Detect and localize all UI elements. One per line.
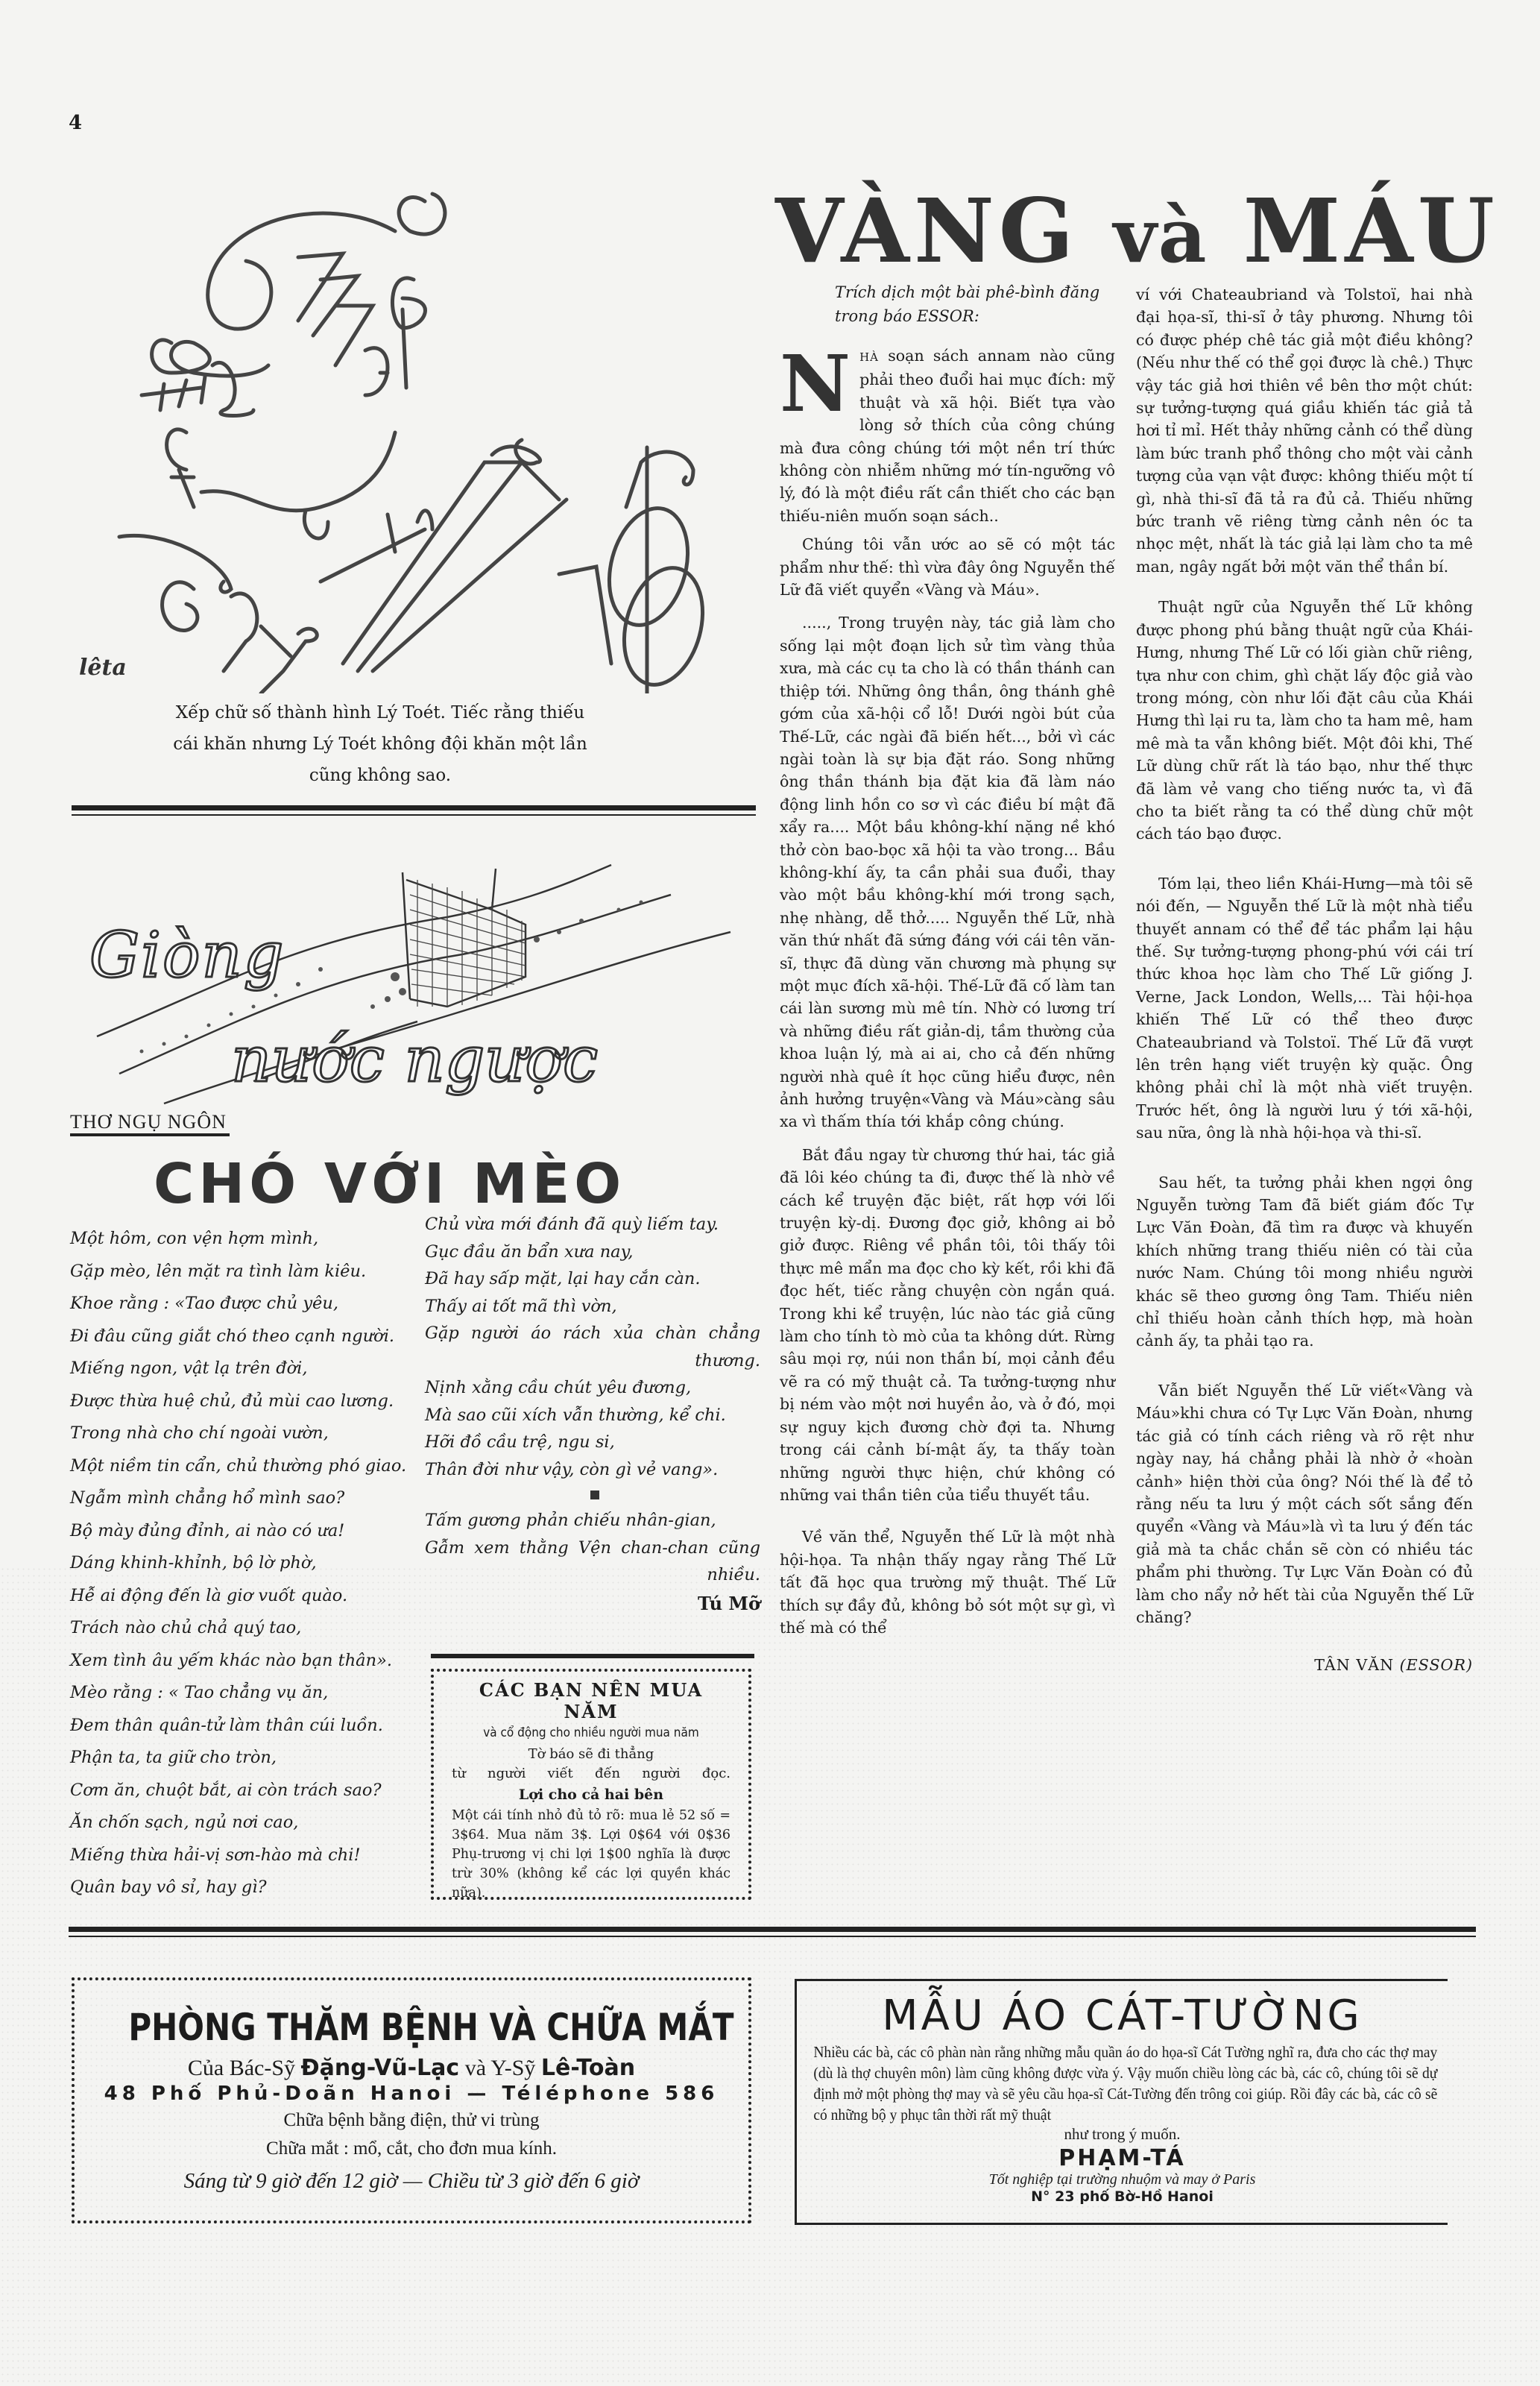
poem-line: Một niềm tin cẩn, chủ thường phó giao. xyxy=(70,1455,407,1476)
section-divider-thin xyxy=(72,814,756,816)
clinic-address: 48 Phố Phủ-Doãn Hanoi — Téléphone 586 xyxy=(104,2083,719,2105)
poem-line: Mèo rằng : « Tao chẳng vụ ăn, xyxy=(70,1683,329,1702)
poem-line: Một hôm, con vện hợm mình, xyxy=(70,1229,319,1248)
poem-moral-line: Gẫm xem thằng Vện chan-chan cũng xyxy=(425,1537,760,1558)
article-title-part: VÀNG xyxy=(775,179,1079,283)
bottom-divider-thin xyxy=(69,1936,1476,1937)
illustration-caption xyxy=(134,697,626,791)
subscription-line: Lợi cho cả hai bên xyxy=(518,1787,664,1803)
article-paragraph xyxy=(780,338,1115,527)
tailor-body-end: như trong ý muốn. xyxy=(1064,2125,1181,2143)
subscription-line: từ người viết đến người đọc. xyxy=(452,1766,730,1781)
article-title-part: và xyxy=(1113,192,1208,280)
subscription-headline: CÁC BẠN NÊN MUA NĂM xyxy=(479,1679,704,1722)
ly-toet-drawing xyxy=(75,149,760,693)
poem-line: Đã hay sấp mặt, lại hay cắn càn. xyxy=(425,1269,701,1288)
clinic-service: Chữa mắt : mổ, cắt, cho đơn mua kính. xyxy=(266,2138,557,2159)
tailor-headline: MẪU ÁO CÁT-TƯỜNG xyxy=(882,1992,1363,2040)
svg-text:Giòng: Giòng xyxy=(89,919,285,992)
article-paragraph: Sau hết, ta tưởng phải khen ngợi ông Nguyễn tường Tam đã biết giám đốc Tự Lực Văn Đoàn, đã tìm ra được và khuyến khích những trang thiếu niên có tài của nước Nam. Chúng tôi mong nhiều người khác sẽ theo gương ông Tam. Thiếu niên chỉ thiếu hoàn cảnh thích hợp, mà hoàn cảnh ấy, ta phải tạo ra. xyxy=(1136,1173,1473,1350)
poem-line: Dáng khinh-khỉnh, bộ lờ phờ, xyxy=(70,1553,317,1573)
subscription-line: và cổ động cho nhiều người mua năm xyxy=(483,1725,699,1740)
clinic-doctor-2: Lê-Toàn xyxy=(540,2055,636,2081)
article-paragraph: Chúng tôi vẫn ước ao sẽ có một tác phẩm như thế: thì vừa đây ông Nguyễn thế Lữ đã viết quyển «Vàng và Máu». xyxy=(780,535,1115,599)
poem-left-column xyxy=(70,1223,420,1904)
poem-line: Quân bay vô sỉ, hay gì? xyxy=(70,1877,267,1897)
clinic-headline: PHÒNG THĂM BỆNH VÀ CHỮA MẮT xyxy=(128,2006,734,2049)
subscription-body: Một cái tính nhỏ đủ tỏ rõ: mua lẻ 52 số = 3$64. Mua năm 3$. Lợi 0$64 với 0$36 Phụ-trương vị chi lợi 1$00 nghĩa là được trừ 30% (không kể các lợi quyền khác nữa). xyxy=(452,1808,730,1901)
poem-line: Mà sao cũi xích vẫn thường, kể chi. xyxy=(425,1405,726,1425)
clinic-of-label: Của Bác-Sỹ xyxy=(187,2056,296,2080)
subscription-ad xyxy=(431,1654,754,1904)
clinic-service: Chữa bệnh bằng điện, thử vi trùng xyxy=(283,2110,540,2130)
article-title-part: MÁU xyxy=(1243,179,1499,283)
article-paragraph: Vẫn biết Nguyễn thế Lữ viết«Vàng và Máu»khi chưa có Tự Lực Văn Đoàn, nhưng tác giả có tính cách riêng và rõ rệt như ngày nay, há chẳng phải là nhờ ở «hoàn cảnh» hiện thời của ông? Nói thế là để tỏ rằng nếu ta lưu ý một cách sốt sắng đến quyển «Vàng và Máu»là vì ta lưu ý đến tác giả mà ta chắc chắn sẽ còn có nhiều tác phẩm phi thường. Tự Lực Văn Đoàn có đủ làm cho nẩy nở hết tài của Nguyễn thế Lữ chăng? xyxy=(1136,1381,1473,1626)
poem-line: Phận ta, ta giữ cho tròn, xyxy=(70,1748,277,1767)
article-paragraph: Bắt đầu ngay từ chương thứ hai, tác giả đã lôi kéo chúng ta đi, được thế là nhờ về cách kể truyện đặc biệt, rất hợp với lối truyện kỳ-dị. Đương đọc giở, không ai bỏ giở được. Riêng về phần tôi, tôi thấy tôi thực mê mẩn ma đọc cho kỳ kết, rồi khi đã đọc hết, tiếc rằng chuyện còn ngắn quá. Trong khi kể truyện, lúc nào tác giả cũng làm cho tính tò mò của ta không dứt. Rừng sâu mọi rợ, núi non thần bí, mọi cảnh đều vẽ ra có mỹ thuật cả. Ta tưởng-tượng như bị ném vào một nơi huyền ảo, và ở đó, mọi sự nguy kịch đương chờ đợi ta. Nhưng trong cái cảnh bí-mật ấy, ta thấy toàn những người thực hiện, chứ không có những vai thần tiên của tiểu thuyết tầu. xyxy=(780,1145,1115,1504)
caption-line: Xếp chữ số thành hình Lý Toét. Tiếc rằng thiếu xyxy=(175,703,585,723)
poem-line: Đi đâu cũng giắt chó theo cạnh người. xyxy=(70,1326,395,1346)
poem-line: Hễ ai động đến là giơ vuốt quào. xyxy=(70,1585,348,1605)
article-text: soạn sách annam nào cũng phải theo đuổi hai mục đích: mỹ thuật và xã hội. Biết tựa vào lòng sở thích của công chúng mà đưa công chúng tới một nền trí thức không còn nhiễm những mớ tín-ngưỡng vô lý, đó là một điều rất cần thiết cho các bạn thiếu-niên muốn soạn sách.. xyxy=(780,347,1115,525)
tailor-credential: Tốt nghiệp tại trường nhuộm và may ở Paris xyxy=(988,2171,1256,2188)
poem-line: Chủ vừa mới đánh đã quỳ liếm tay. xyxy=(425,1215,719,1234)
article-paragraph: ....., Trong truyện này, tác giả làm cho sống lại một đoạn lịch sử tìm vàng thủa xưa, mà các cụ ta cho là có thần thánh can thiệp tới. Những ông thần, ông thánh ghê gớm của xã-hội cổ lỗ! Dưới ngòi bút của Thế-Lữ, các ngài đã biến hết..., bởi vì các ngài toàn là sự bịa đặt ráo. Song những ông thần thánh bịa đặt kia đã làm náo động linh hồn co sơ vì các điều bí mật đã xẩy ra.... Một bầu không-khí nặng nề khó thở còn bao-bọc xã hội ta vào trong... Bầu không-khí ấy, ta cần phải sua đuổi, thay vào một bầu không-khí mới trong sạch, nhẹ nhàng, dễ thở..... Nguyễn thế Lữ, nhà văn thứ nhất đã sứng đáng với cái tên văn-sĩ, thực đã dùng văn chương mà phụng sự một mục đích xã-hội. Thế-Lữ đã cố làm tan cái làn sương mù mê tín. Nhờ có lương trí và những điều rất giản-dị, tầm thường của khoa luận lý, mà ai ai, cho cả đến những người nhà quê ít học cũng hiểu được, nên ảnh hưởng truyện«Vàng và Máu»càng sâu xa vì thấm thía tới khắp công chúng. xyxy=(780,614,1115,1131)
signature-source: (ESSOR) xyxy=(1399,1656,1473,1675)
poem-separator-square xyxy=(590,1491,599,1499)
caption-line: cũng không sao. xyxy=(309,766,452,785)
poem-line: Thấy ai tốt mã thì vờn, xyxy=(425,1296,617,1316)
poem-line: Được thừa huệ chủ, đủ mùi cao lương. xyxy=(70,1391,394,1411)
poem-line: Gặp người áo rách xủa chàn chẳng xyxy=(425,1323,760,1343)
poem-line: Bộ mày đủng đỉnh, ai nào có ưa! xyxy=(70,1520,345,1540)
article-column-1 xyxy=(780,280,1115,1639)
clinic-and-label: và Y-Sỹ xyxy=(464,2056,536,2080)
article-paragraph: Về văn thể, Nguyễn thế Lữ là một nhà hội-họa. Ta nhận thấy ngay rằng Thế Lữ tất đã học qua trường mỹ thuật. Thế Lữ thích sự đầy đủ, không bỏ sót một sự gì, vì thế mà có thể xyxy=(780,1528,1115,1637)
article-paragraph: ví với Chateaubriand và Tolstoï, hai nhà đại họa-sĩ, thi-sĩ ở tây phương. Nhưng tôi có được phép chê tác giả một điều không? (Nếu như thế có thể gọi được là chê.) Thực vậy tác giả hơi thiên về bên thơ một chút: sự tưởng-tượng quá giầu khiến tác giả tả hơi tỉ mỉ. Hết thảy những cảnh có thể dùng làm bức tranh phổ thông cho một vài cảnh tượng của vạn vật được: không thiếu một tí gì, nhà thi-sĩ đã tả ra đủ cả. Thiếu những bức tranh vẽ riêng từng cảnh nên óc ta nhọc mệt, nhất là tác giả lại làm cho ta mê man, ngây ngất bởi một văn thể thần bí. xyxy=(1136,286,1473,576)
poem-line: Nịnh xằng cầu chút yêu đương, xyxy=(425,1378,692,1397)
tailor-name: PHẠM-TÁ xyxy=(1058,2145,1186,2171)
clinic-doctor-1: Đặng-Vũ-Lạc xyxy=(300,2055,460,2081)
clinic-ad xyxy=(72,1977,751,2223)
clinic-hours: Sáng từ 9 giờ đến 12 giờ — Chiều từ 3 giờ đến 6 giờ xyxy=(183,2169,640,2193)
poem-line: thương. xyxy=(695,1350,760,1370)
poem-line: Trong nhà cho chí ngoài vườn, xyxy=(70,1423,329,1443)
signature-name: TÂN VĂN xyxy=(1314,1656,1395,1675)
article-paragraph: Thuật ngữ của Nguyễn thế Lữ không được phong phú bằng thuật ngữ của Khái-Hưng, nhưng Thế Lữ có lối giàn chữ riêng, tựa như con chim, ghì chặt lấy độc giả vào trong móng, còn như lối đặt câu của Khái Hưng thì lại ru ta, làm cho ta ham mê, ham mê mà ta vẫn không biết. Một đôi khi, Thế Lữ dùng chữ rất là táo bạo, như thế thực đã làm vẻ vang cho tiếng nước ta, vì đã cho ta biết rằng ta có thể dùng chữ một cách táo bạo được. xyxy=(1136,598,1473,843)
poem-moral-line: nhiều. xyxy=(707,1565,760,1584)
page-number: 4 xyxy=(69,112,83,134)
poem-line: Xem tình âu yếm khác nào bạn thân». xyxy=(70,1650,393,1670)
caption-line: cái khăn nhưng Lý Toét không đội khăn một lần xyxy=(173,734,587,754)
artist-signature: lêta xyxy=(79,655,127,681)
poem-line: Gặp mèo, lên mặt ra tình làm kiêu. xyxy=(70,1261,367,1281)
poem-line: Trách nào chủ chả quý tao, xyxy=(70,1618,302,1637)
tailor-body: Nhiều các bà, các cô phàn nàn rằng những mẫu quần áo do họa-sĩ Cát Tường nghĩ ra, đưa cho các thợ may (dù là thợ chuyên môn) làm cũng không được vừa ý. Vậy muốn chiều lòng các bà, các cô, chúng tôi sẽ dự định mở một phòng thợ may và sẽ yêu cầu họa-sĩ Cát-Tường đến trông coi giúp. Rồi đây các bà, các cô sẽ có những bộ y phục tân thời rất mỹ thuật xyxy=(813,2043,1438,2124)
poem-right-column xyxy=(425,1211,760,1619)
article-paragraph: Tóm lại, theo liền Khái-Hưng—mà tôi sẽ nói đến, — Nguyễn thế Lữ là một nhà tiểu thuyết annam có thể để tác phẩm lại hậu thế. Sự tưởng-tượng phong-phú với cái trí thức khoa học làm cho Thế Lữ giống J. Verne, Jack London, Wells,... Tài hội-họa khiến Thế Lữ có thể theo được Chateaubriand và Tolstoï. Thế Lữ đã vượt lên trên hạng viết truyện kỳ quặc. Ông không phải chỉ là một nhà viết truyện. Trước hết, ông là người lưu ý tới xã-hội, sau nữa, ông là nhà hội-họa và thi-sĩ. xyxy=(1136,874,1473,1142)
bottom-divider xyxy=(69,1927,1476,1932)
first-word: HÀ xyxy=(859,350,879,364)
svg-text:nước ngược: nước ngược xyxy=(231,1023,599,1096)
poem-line: Hỡi đồ cầu trệ, ngu si, xyxy=(425,1432,615,1452)
tailor-address: N° 23 phố Bờ-Hồ Hanoi xyxy=(1031,2188,1214,2205)
ly-toet-illustration xyxy=(75,149,760,693)
poem-title: CHÓ VỚI MÈO xyxy=(154,1152,626,1216)
poem-section-label: THƠ NGỤ NGÔN xyxy=(70,1111,230,1136)
poem-author: Tú Mỡ xyxy=(697,1592,760,1614)
subscription-line: Tờ báo sẽ đi thẳng xyxy=(528,1746,654,1762)
poem-line: Gục đầu ăn bẩn xưa nay, xyxy=(425,1241,634,1262)
poem-line: Miếng thừa hải-vị sơn-hào mà chi! xyxy=(70,1845,361,1865)
article-signature xyxy=(1136,1654,1473,1676)
article-intro: Trích dịch một bài phê-bình đăng trong báo ESSOR: xyxy=(835,283,1100,325)
banner-drawing xyxy=(75,828,760,1111)
poem-line: Khoe rằng : «Tao được chủ yêu, xyxy=(70,1294,338,1313)
article-title xyxy=(775,179,1499,283)
poem-line: Đem thân quân-tử làm thân cúi luồn. xyxy=(70,1715,383,1735)
poem-line: Cơm ăn, chuột bắt, ai còn trách sao? xyxy=(70,1780,382,1800)
tailor-ad xyxy=(795,1979,1448,2225)
poem-line: Ăn chốn sạch, ngủ nơi cao, xyxy=(70,1813,299,1832)
subscription-ad-frame xyxy=(431,1669,751,1900)
giong-nuoc-nguoc-banner xyxy=(75,828,760,1111)
poem-line: Miếng ngon, vật lạ trên đời, xyxy=(70,1359,308,1378)
article-column-2 xyxy=(1136,283,1473,1677)
drop-cap: N xyxy=(780,338,851,429)
poem-line: Ngẫm mình chẳng hổ mình sao? xyxy=(70,1488,345,1508)
poem-line: Thân đời như vậy, còn gì vẻ vang». xyxy=(425,1459,719,1479)
clinic-doctors xyxy=(75,2055,748,2081)
section-divider xyxy=(72,805,756,810)
poem-moral-line: Tấm gương phản chiếu nhân-gian, xyxy=(425,1511,716,1530)
